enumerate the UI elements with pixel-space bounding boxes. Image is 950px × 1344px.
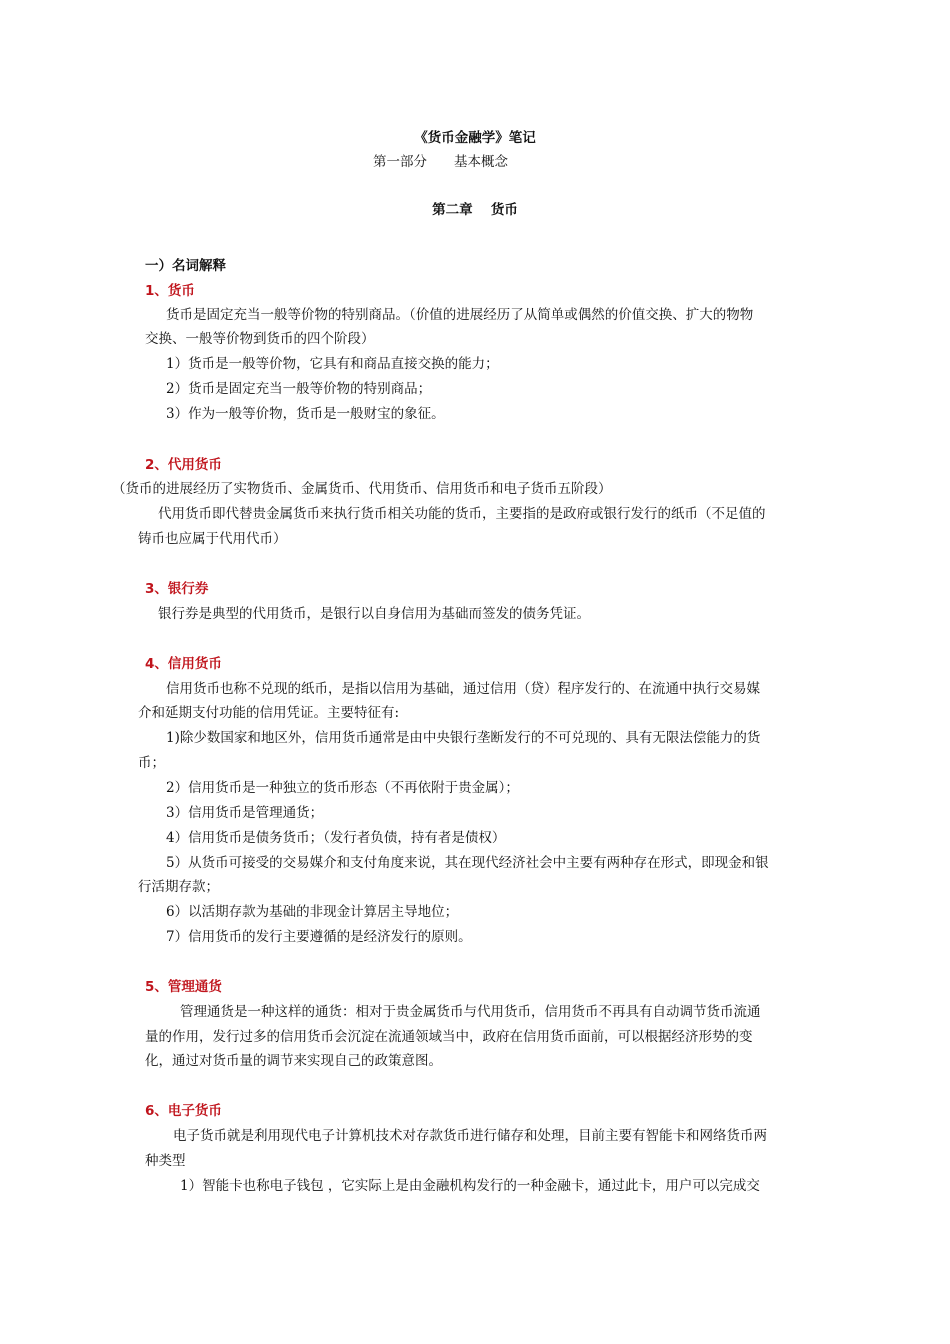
entry-line: 管理通货是一种这样的通货：相对于贵金属货币与代用货币，信用货币不再具有自动调节货币流通 bbox=[180, 1004, 761, 1020]
entry-line: 信用货币也称不兑现的纸币，是指以信用为基础，通过信用（贷）程序发行的、在流通中执行交易媒 bbox=[166, 681, 760, 697]
entry-line: 行活期存款； bbox=[138, 879, 219, 895]
entry-line: 3）信用货币是管理通货； bbox=[166, 805, 324, 821]
entry-line: 5）从货币可接受的交易媒介和支付角度来说，其在现代经济社会中主要有两种存在形式，即现金和银 bbox=[166, 855, 769, 871]
entry-line: 量的作用，发行过多的信用货币会沉淀在流通领域当中，政府在信用货币面前，可以根据经济形势的变 bbox=[145, 1029, 753, 1045]
entry-line: 1)除少数国家和地区外，信用货币通常是由中央银行垄断发行的不可兑现的、具有无限法偿能力的货 bbox=[166, 730, 761, 746]
entry-heading-banknote: 3、银行券 bbox=[145, 581, 209, 597]
entry-line: 币； bbox=[138, 755, 165, 771]
entry-heading-money: 1、货币 bbox=[145, 283, 195, 299]
entry-line: 货币是固定充当一般等价物的特别商品。（价值的进展经历了从简单或偶然的价值交换、扩大的物物 bbox=[166, 307, 754, 323]
entry-heading-managed-currency: 5、管理通货 bbox=[145, 979, 222, 995]
entry-line: 电子货币就是利用现代电子计算机技术对存款货币进行储存和处理，目前主要有智能卡和网络货币两 bbox=[173, 1128, 767, 1144]
entry-line: 6）以活期存款为基础的非现金计算居主导地位； bbox=[166, 904, 459, 920]
entry-line: 7）信用货币的发行主要遵循的是经济发行的原则。 bbox=[166, 929, 472, 945]
section-heading: 一）名词解释 bbox=[145, 258, 226, 274]
part-heading: 第一部分 基本概念 bbox=[373, 154, 508, 170]
chapter-heading: 第二章 货币 bbox=[432, 202, 518, 218]
entry-line: 3）作为一般等价物，货币是一般财宝的象征。 bbox=[166, 406, 445, 422]
entry-line: 介和延期支付功能的信用凭证。主要特征有: bbox=[138, 705, 400, 721]
entry-line: 代用货币即代替贵金属货币来执行货币相关功能的货币，主要指的是政府或银行发行的纸币（不足值的 bbox=[158, 506, 766, 522]
entry-line: 1）货币是一般等价物，它具有和商品直接交换的能力； bbox=[166, 356, 499, 372]
entry-line: （货币的进展经历了实物货币、金属货币、代用货币、信用货币和电子货币五阶段） bbox=[112, 481, 612, 497]
entry-line: 种类型 bbox=[145, 1153, 186, 1169]
document-title: 《货币金融学》笔记 bbox=[414, 130, 536, 146]
entry-line: 2）信用货币是一种独立的货币形态（不再依附于贵金属）； bbox=[166, 780, 519, 796]
entry-heading-token-money: 2、代用货币 bbox=[145, 457, 222, 473]
entry-line: 4）信用货币是债务货币；（发行者负债，持有者是债权） bbox=[166, 830, 506, 846]
entry-heading-electronic-money: 6、电子货币 bbox=[145, 1103, 222, 1119]
entry-line: 2）货币是固定充当一般等价物的特别商品； bbox=[166, 381, 432, 397]
entry-line: 化，通过对货币量的调节来实现自己的政策意图。 bbox=[145, 1053, 442, 1069]
entry-heading-credit-money: 4、信用货币 bbox=[145, 656, 222, 672]
entry-line: 银行券是典型的代用货币，是银行以自身信用为基础而签发的债务凭证。 bbox=[158, 606, 590, 622]
entry-line: 交换、一般等价物到货币的四个阶段） bbox=[145, 331, 375, 347]
entry-line: 铸币也应属于代用代币） bbox=[138, 531, 287, 547]
entry-line: 1）智能卡也称电子钱包 ，它实际上是由金融机构发行的一种金融卡，通过此卡，用户可以完成交 bbox=[180, 1178, 760, 1194]
